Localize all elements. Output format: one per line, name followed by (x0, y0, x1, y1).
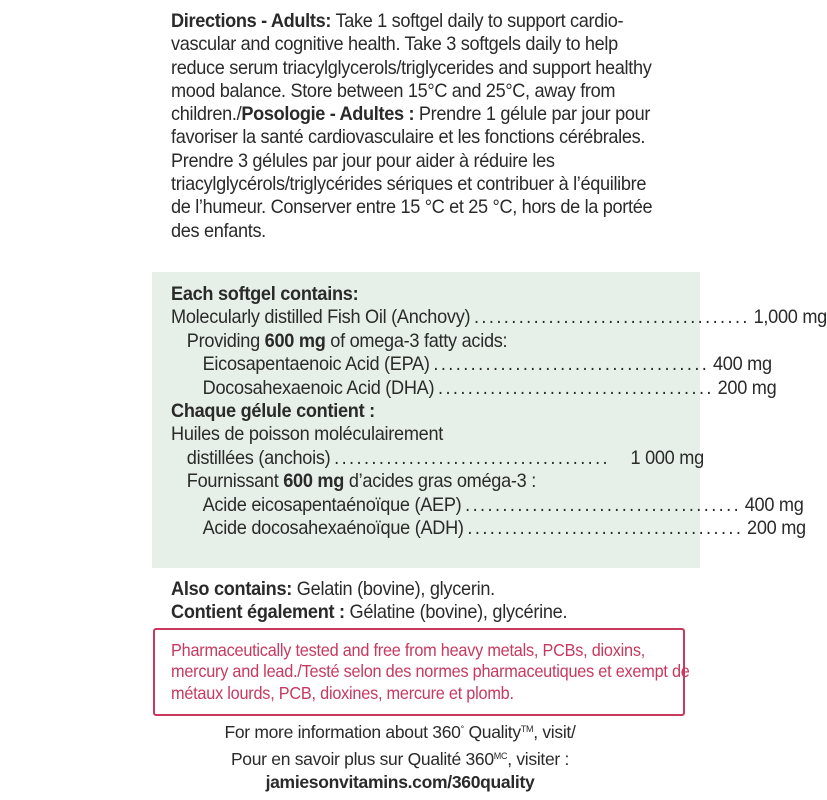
also-contains (171, 578, 692, 625)
leader-dots: ..................................... (465, 493, 742, 516)
also-fr-label: Contient également : (171, 601, 345, 624)
mc-mark: MC (493, 750, 508, 761)
supplement-en-header: Each softgel contains: (171, 283, 359, 305)
directions-fr-text: Prendre 1 gélule par jour pour favoriser la santé cardiovasculaire et les fonctions cérébrales. Prendre 3 gélules par jour pour aider à réduire les triacylglycérols/triglycérides sériques et contribuer à l’équilibre de l’humeur. Conserver entre 15 °C et 25 °C, hors de la portée des enfants. (171, 103, 653, 242)
directions-en-text: Take 1 softgel daily to support cardio-vascular and cognitive health. Take 3 softgels daily to help reduce serum triacylglycerols/triglycerides and support healthy mood balance. Store between 15°C and 25°C, away from children./ (171, 10, 652, 126)
fr-providing-suffix: d’acides gras oméga-3 : (344, 470, 536, 493)
adh-row (171, 517, 806, 540)
fr-providing-amount: 600 mg (283, 470, 345, 493)
more-info (0, 718, 800, 795)
dha-name: Docosahexaenoic Acid (DHA) (202, 376, 435, 399)
aep-name: Acide eicosapentaénoïque (AEP) (202, 493, 462, 516)
dha-row (171, 376, 777, 400)
more-en-prefix: For more information about 360 (224, 722, 461, 742)
adh-name: Acide docosahexaénoïque (ADH) (202, 517, 464, 540)
also-en-label: Also contains: (171, 578, 293, 600)
more-en-suffix: , visit/ (533, 722, 576, 742)
leader-dots: ..................................... (473, 306, 750, 329)
trademark-mark: TM (520, 724, 534, 734)
supplement-fr-header: Chaque gélule contient : (171, 400, 375, 423)
more-info-en (0, 718, 800, 745)
fish-oil-amount: 1,000 mg (753, 306, 827, 329)
more-info-fr (0, 745, 800, 772)
fr-omega3-providing-line (171, 470, 692, 493)
providing-suffix: of omega-3 fatty acids: (325, 329, 508, 352)
leader-dots: ..................................... (467, 517, 744, 540)
aep-row (171, 493, 804, 517)
leader-dots: ..................................... (433, 353, 710, 376)
epa-row (171, 353, 772, 376)
also-contains-en (171, 578, 692, 601)
epa-name: Eicosapentaenoic Acid (EPA) (202, 353, 430, 376)
also-contains-fr (171, 601, 692, 624)
more-fr-suffix: , visiter : (507, 748, 570, 769)
adh-amount: 200 mg (747, 517, 806, 540)
also-fr-text: Gélatine (bovine), glycérine. (344, 601, 568, 624)
leader-dots: ..................................... (334, 446, 611, 469)
leader-dots: ..................................... (437, 376, 714, 399)
fr-fish-oil-line1: Huiles de poisson moléculairement (171, 423, 444, 446)
also-en-text: Gelatin (bovine), glycerin. (292, 578, 495, 600)
fr-fish-oil-row (171, 447, 704, 470)
fish-oil-row (171, 306, 827, 329)
supplement-facts (171, 283, 827, 540)
omega3-providing-line (171, 330, 692, 353)
fr-providing-prefix: Fournissant (186, 470, 284, 493)
fr-fish-oil-name: distillées (anchois) (186, 446, 331, 469)
more-fr-prefix: Pour en savoir plus sur Qualité 360 (230, 748, 494, 769)
epa-amount: 400 mg (712, 353, 772, 376)
testing-notice-text: Pharmaceutically tested and free from heavy metals, PCBs, dioxins, mercury and lead./Testé selon des normes pharmaceutiques et exempt de métaux lourds, PCB, dioxines, mercure et plomb. (171, 640, 690, 703)
providing-amount: 600 mg (264, 329, 326, 352)
degree-mark: ° (460, 724, 464, 734)
directions-text (171, 10, 655, 243)
directions-fr-label: Posologie - Adultes : (241, 103, 415, 126)
dha-amount: 200 mg (717, 376, 777, 399)
fish-oil-name: Molecularly distilled Fish Oil (Anchovy) (171, 306, 471, 329)
aep-amount: 400 mg (744, 493, 804, 516)
website-url[interactable]: jamiesonvitamins.com/360quality (265, 772, 535, 792)
fr-fish-oil-amount: 1 000 mg (630, 446, 704, 469)
directions-en-label: Directions - Adults: (171, 10, 332, 32)
more-en-mid: Quality (463, 722, 521, 742)
providing-prefix: Providing (186, 329, 265, 352)
